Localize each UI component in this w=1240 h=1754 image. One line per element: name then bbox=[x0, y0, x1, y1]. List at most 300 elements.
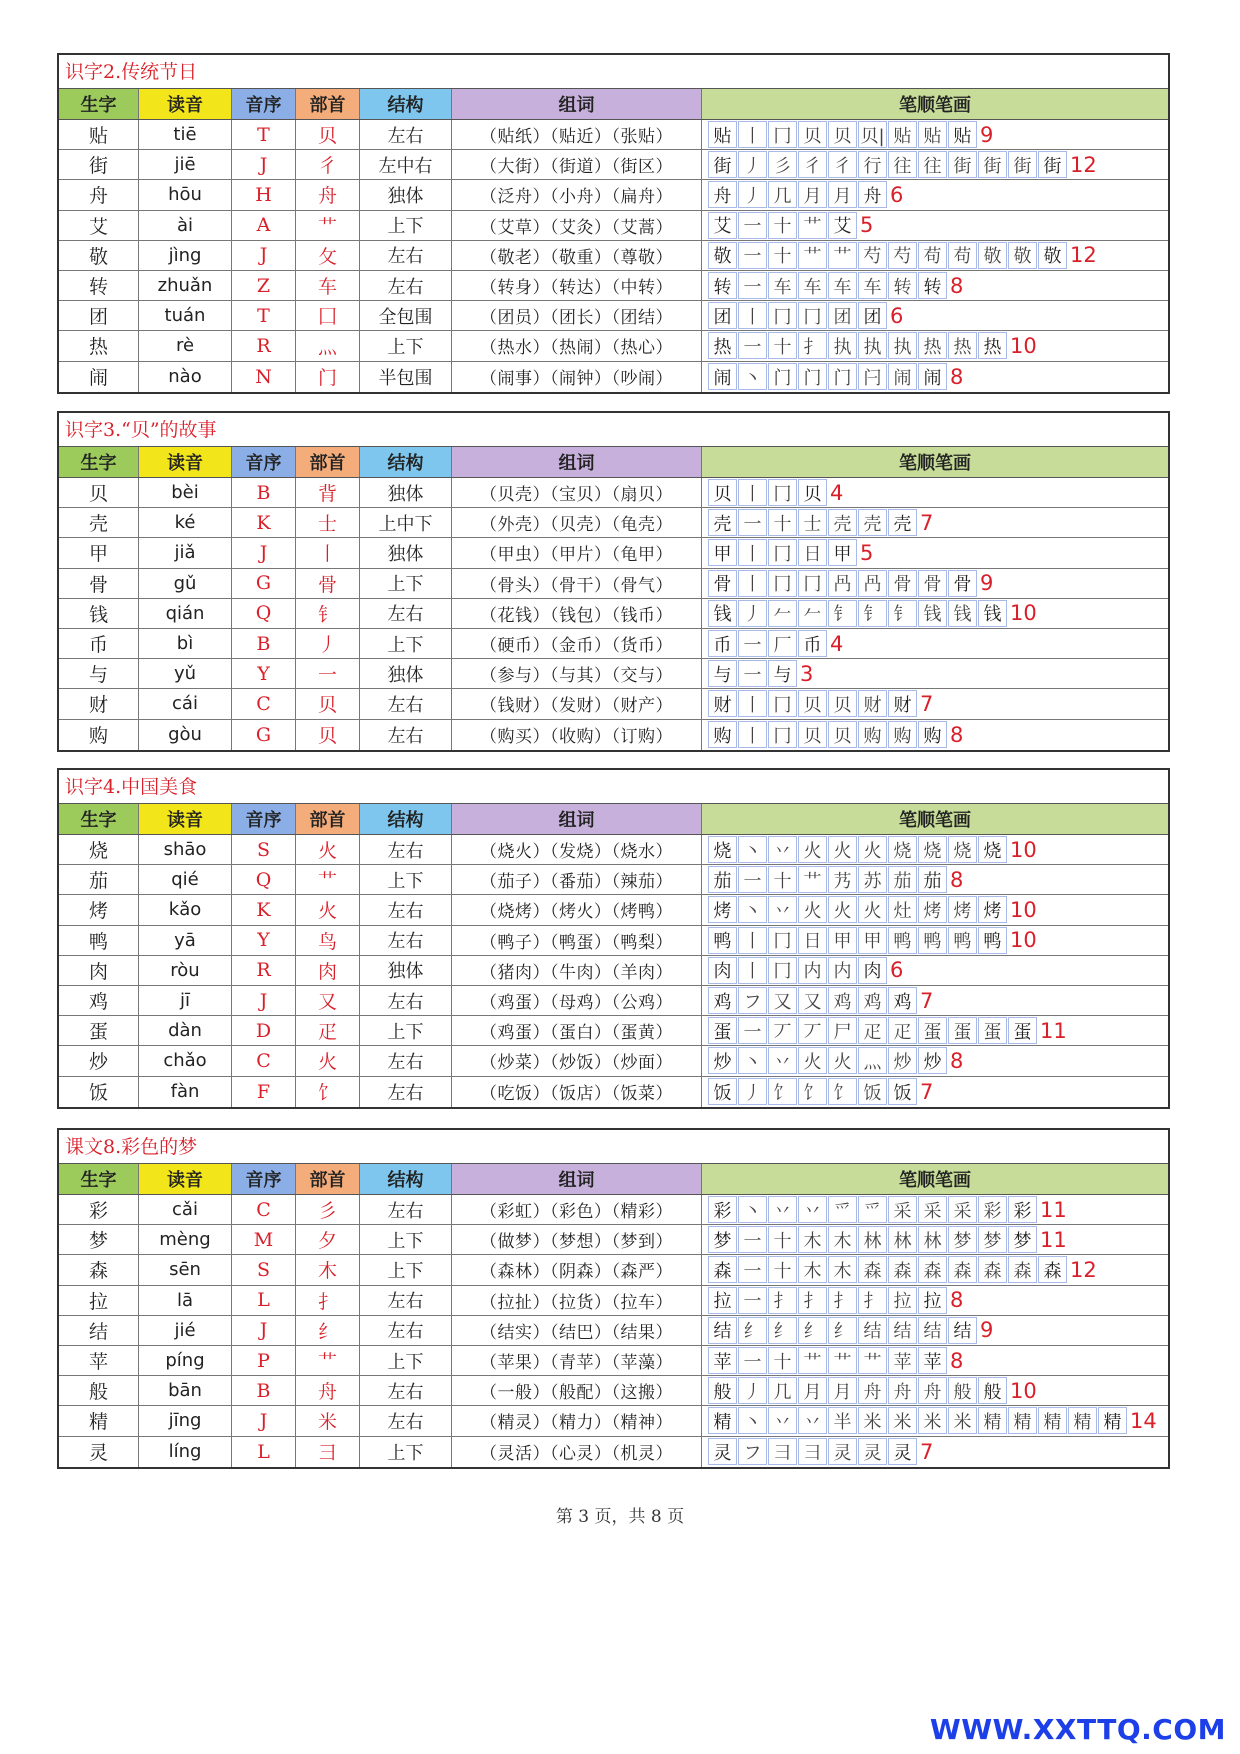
stroke-box: 一 bbox=[738, 1347, 767, 1374]
section-title: 识字3.“贝”的故事 bbox=[59, 413, 1168, 447]
stroke-box: 丨 bbox=[738, 957, 767, 984]
stroke-box: 冎 bbox=[858, 570, 887, 597]
stroke-count: 8 bbox=[950, 722, 964, 747]
table-row bbox=[59, 1406, 1168, 1436]
words-cell: （一般）（般配）（这搬） bbox=[452, 1376, 702, 1405]
stroke-box: 烧 bbox=[978, 836, 1007, 863]
table-row bbox=[59, 271, 1168, 301]
stroke-box: 月 bbox=[828, 1377, 857, 1404]
stroke-box: 丨 bbox=[738, 539, 767, 566]
section-title: 课文8.彩色的梦 bbox=[59, 1130, 1168, 1164]
order-cell: Q bbox=[232, 865, 296, 894]
stroke-box: 一 bbox=[738, 212, 767, 239]
pinyin-cell: jié bbox=[139, 1316, 232, 1345]
header-cell: 部首 bbox=[296, 89, 360, 119]
order-cell: T bbox=[232, 301, 296, 330]
stroke-box: 烧 bbox=[708, 836, 737, 863]
stroke-order-cell bbox=[702, 1346, 1168, 1375]
stroke-order-cell bbox=[702, 1016, 1168, 1045]
stroke-box: 丿 bbox=[738, 1377, 767, 1404]
radical-cell: 艹 bbox=[296, 865, 360, 894]
stroke-box: 炒 bbox=[918, 1047, 947, 1074]
stroke-count: 7 bbox=[920, 988, 934, 1013]
radical-cell: 纟 bbox=[296, 1316, 360, 1345]
table-row bbox=[59, 599, 1168, 629]
order-cell: R bbox=[232, 956, 296, 985]
structure-cell: 全包围 bbox=[360, 301, 452, 330]
stroke-order-cell bbox=[702, 599, 1168, 628]
stroke-box: 烧 bbox=[918, 836, 947, 863]
table-row bbox=[59, 1195, 1168, 1225]
stroke-box: 烤 bbox=[918, 896, 947, 923]
stroke-box: 精 bbox=[1008, 1407, 1037, 1434]
stroke-order-cell bbox=[702, 241, 1168, 270]
char-cell: 财 bbox=[59, 689, 139, 718]
stroke-box: 丷 bbox=[768, 1047, 797, 1074]
words-cell: （精灵）（精力）（精神） bbox=[452, 1406, 702, 1435]
structure-cell: 左右 bbox=[360, 241, 452, 270]
stroke-order-cell bbox=[702, 271, 1168, 300]
structure-cell: 独体 bbox=[360, 478, 452, 507]
words-cell: （骨头）（骨干）（骨气） bbox=[452, 569, 702, 598]
stroke-box: 月 bbox=[798, 181, 827, 208]
stroke-order-cell bbox=[702, 720, 1168, 750]
stroke-box: 丨 bbox=[738, 479, 767, 506]
table-row bbox=[59, 1225, 1168, 1255]
stroke-box: 骨 bbox=[918, 570, 947, 597]
header-cell: 部首 bbox=[296, 447, 360, 477]
stroke-order-cell bbox=[702, 1437, 1168, 1467]
pinyin-cell: yǔ bbox=[139, 659, 232, 688]
words-cell: （彩虹）（彩色）（精彩） bbox=[452, 1195, 702, 1224]
stroke-box: 热 bbox=[918, 332, 947, 359]
stroke-box: 彳 bbox=[828, 151, 857, 178]
stroke-box: 鸭 bbox=[948, 927, 977, 954]
char-cell: 苹 bbox=[59, 1346, 139, 1375]
structure-cell: 上下 bbox=[360, 865, 452, 894]
stroke-box: 骨 bbox=[948, 570, 977, 597]
stroke-box: 闹 bbox=[918, 363, 947, 390]
stroke-box: 冂 bbox=[798, 302, 827, 329]
char-cell: 热 bbox=[59, 331, 139, 360]
header-cell: 笔顺笔画 bbox=[702, 804, 1168, 834]
stroke-order-cell bbox=[702, 986, 1168, 1015]
stroke-box: 鸭 bbox=[708, 927, 737, 954]
stroke-count: 14 bbox=[1130, 1408, 1157, 1433]
stroke-box: 饭 bbox=[888, 1078, 917, 1105]
page-footer: 第 3 页，共 8 页 bbox=[555, 1507, 685, 1527]
header-cell: 音序 bbox=[232, 804, 296, 834]
order-cell: C bbox=[232, 689, 296, 718]
stroke-box: 半 bbox=[828, 1407, 857, 1434]
char-cell: 敬 bbox=[59, 241, 139, 270]
words-cell: （炒菜）（炒饭）（炒面） bbox=[452, 1046, 702, 1075]
stroke-box: 壳 bbox=[708, 509, 737, 536]
header-cell: 生字 bbox=[59, 89, 139, 119]
stroke-box: 丿 bbox=[738, 600, 767, 627]
order-cell: J bbox=[232, 1316, 296, 1345]
stroke-box: フ bbox=[738, 987, 767, 1014]
char-cell: 鸡 bbox=[59, 986, 139, 1015]
order-cell: A bbox=[232, 211, 296, 240]
pinyin-cell: hōu bbox=[139, 180, 232, 209]
table-row bbox=[59, 150, 1168, 180]
stroke-order-cell bbox=[702, 1406, 1168, 1435]
stroke-box: 车 bbox=[828, 272, 857, 299]
stroke-box: 梦 bbox=[978, 1226, 1007, 1253]
stroke-box: 梦 bbox=[948, 1226, 977, 1253]
stroke-count: 6 bbox=[890, 958, 904, 983]
structure-cell: 上下 bbox=[360, 1437, 452, 1467]
stroke-count: 10 bbox=[1010, 601, 1037, 626]
stroke-count: 8 bbox=[950, 1048, 964, 1073]
stroke-box: 转 bbox=[918, 272, 947, 299]
table-row bbox=[59, 301, 1168, 331]
stroke-box: 士 bbox=[798, 509, 827, 536]
radical-cell: 舟 bbox=[296, 1376, 360, 1405]
stroke-box: 贝 bbox=[798, 690, 827, 717]
order-cell: M bbox=[232, 1225, 296, 1254]
stroke-box: 钅 bbox=[888, 600, 917, 627]
order-cell: Z bbox=[232, 271, 296, 300]
stroke-box: 团 bbox=[708, 302, 737, 329]
header-cell: 结构 bbox=[360, 447, 452, 477]
stroke-box: 贝 bbox=[798, 721, 827, 748]
stroke-box: 一 bbox=[738, 660, 767, 687]
stroke-count: 8 bbox=[950, 1288, 964, 1313]
stroke-box: 一 bbox=[738, 630, 767, 657]
table-row bbox=[59, 241, 1168, 271]
stroke-box: 丨 bbox=[738, 721, 767, 748]
stroke-count: 12 bbox=[1070, 1257, 1097, 1282]
stroke-box: 饣 bbox=[768, 1078, 797, 1105]
pinyin-cell: gòu bbox=[139, 720, 232, 750]
pinyin-cell: nào bbox=[139, 362, 232, 392]
stroke-box: 一 bbox=[738, 1256, 767, 1283]
stroke-order-cell bbox=[702, 865, 1168, 894]
structure-cell: 左右 bbox=[360, 986, 452, 1015]
words-cell: （拉扯）（拉货）（拉车） bbox=[452, 1286, 702, 1315]
pinyin-cell: jī bbox=[139, 986, 232, 1015]
stroke-box: 灶 bbox=[888, 896, 917, 923]
stroke-box: 街 bbox=[978, 151, 1007, 178]
stroke-box: 拉 bbox=[918, 1287, 947, 1314]
radical-cell: 木 bbox=[296, 1255, 360, 1284]
words-cell: （灵活）（心灵）（机灵） bbox=[452, 1437, 702, 1467]
stroke-box: 丷 bbox=[798, 1196, 827, 1223]
stroke-box: 财 bbox=[888, 690, 917, 717]
stroke-box: 烧 bbox=[948, 836, 977, 863]
stroke-box: 丶 bbox=[738, 363, 767, 390]
stroke-box: 鸭 bbox=[888, 927, 917, 954]
radical-cell: 囗 bbox=[296, 301, 360, 330]
order-cell: R bbox=[232, 331, 296, 360]
section-table bbox=[57, 1128, 1170, 1469]
order-cell: B bbox=[232, 1376, 296, 1405]
words-cell: （外壳）（贝壳）（龟壳） bbox=[452, 508, 702, 537]
stroke-box: 森 bbox=[948, 1256, 977, 1283]
stroke-box: 火 bbox=[798, 1047, 827, 1074]
stroke-count: 7 bbox=[920, 1439, 934, 1464]
radical-cell: 肉 bbox=[296, 956, 360, 985]
pinyin-cell: tiē bbox=[139, 120, 232, 149]
structure-cell: 左右 bbox=[360, 720, 452, 750]
stroke-box: 疋 bbox=[888, 1017, 917, 1044]
stroke-box: 丆 bbox=[768, 1017, 797, 1044]
stroke-box: 扌 bbox=[828, 1287, 857, 1314]
pinyin-cell: píng bbox=[139, 1346, 232, 1375]
stroke-box: 般 bbox=[708, 1377, 737, 1404]
order-cell: B bbox=[232, 629, 296, 658]
pinyin-cell: qié bbox=[139, 865, 232, 894]
stroke-count: 8 bbox=[950, 364, 964, 389]
order-cell: L bbox=[232, 1286, 296, 1315]
table-row bbox=[59, 1077, 1168, 1107]
pinyin-cell: ròu bbox=[139, 956, 232, 985]
radical-cell: 火 bbox=[296, 1046, 360, 1075]
char-cell: 贴 bbox=[59, 120, 139, 149]
stroke-box: 拉 bbox=[888, 1287, 917, 1314]
stroke-box: 鸡 bbox=[888, 987, 917, 1014]
stroke-order-cell bbox=[702, 629, 1168, 658]
stroke-box: 与 bbox=[708, 660, 737, 687]
stroke-box: 林 bbox=[888, 1226, 917, 1253]
stroke-box: 贴 bbox=[708, 121, 737, 148]
stroke-box: 一 bbox=[738, 242, 767, 269]
stroke-box: フ bbox=[738, 1438, 767, 1465]
stroke-box: 茄 bbox=[708, 866, 737, 893]
stroke-count: 9 bbox=[980, 571, 994, 596]
stroke-order-cell bbox=[702, 956, 1168, 985]
table-row bbox=[59, 986, 1168, 1016]
stroke-box: 几 bbox=[768, 181, 797, 208]
table-row bbox=[59, 1255, 1168, 1285]
char-cell: 肉 bbox=[59, 956, 139, 985]
stroke-box: 林 bbox=[918, 1226, 947, 1253]
char-cell: 与 bbox=[59, 659, 139, 688]
stroke-box: 木 bbox=[828, 1256, 857, 1283]
stroke-box: 贝 bbox=[828, 690, 857, 717]
stroke-box: 骨 bbox=[708, 570, 737, 597]
radical-cell: 彐 bbox=[296, 1437, 360, 1467]
pinyin-cell: ké bbox=[139, 508, 232, 537]
pinyin-cell: gǔ bbox=[139, 569, 232, 598]
stroke-box: 厂 bbox=[768, 630, 797, 657]
structure-cell: 左右 bbox=[360, 120, 452, 149]
table-header bbox=[59, 89, 1168, 120]
stroke-order-cell bbox=[702, 1316, 1168, 1345]
table-row bbox=[59, 1016, 1168, 1046]
stroke-box: 购 bbox=[858, 721, 887, 748]
structure-cell: 上下 bbox=[360, 211, 452, 240]
stroke-box: 米 bbox=[918, 1407, 947, 1434]
stroke-box: 艿 bbox=[828, 866, 857, 893]
header-cell: 读音 bbox=[139, 804, 232, 834]
radical-cell: 车 bbox=[296, 271, 360, 300]
stroke-box: 贝 bbox=[828, 121, 857, 148]
stroke-box: 森 bbox=[978, 1256, 1007, 1283]
stroke-order-cell bbox=[702, 689, 1168, 718]
radical-cell: 疋 bbox=[296, 1016, 360, 1045]
stroke-box: 灵 bbox=[828, 1438, 857, 1465]
table-row bbox=[59, 362, 1168, 392]
stroke-box: 冂 bbox=[768, 121, 797, 148]
stroke-box: 闹 bbox=[888, 363, 917, 390]
order-cell: Q bbox=[232, 599, 296, 628]
stroke-box: 敬 bbox=[978, 242, 1007, 269]
stroke-box: 十 bbox=[768, 1226, 797, 1253]
table-row bbox=[59, 180, 1168, 210]
stroke-box: 火 bbox=[798, 836, 827, 863]
stroke-box: 车 bbox=[798, 272, 827, 299]
pinyin-cell: dàn bbox=[139, 1016, 232, 1045]
char-cell: 梦 bbox=[59, 1225, 139, 1254]
pinyin-cell: jiē bbox=[139, 150, 232, 179]
char-cell: 闹 bbox=[59, 362, 139, 392]
order-cell: H bbox=[232, 180, 296, 209]
structure-cell: 独体 bbox=[360, 180, 452, 209]
watermark: WWW.XXTTQ.COM bbox=[929, 1713, 1226, 1746]
table-row bbox=[59, 478, 1168, 508]
order-cell: C bbox=[232, 1195, 296, 1224]
stroke-count: 4 bbox=[830, 480, 844, 505]
stroke-box: 木 bbox=[828, 1226, 857, 1253]
stroke-order-cell bbox=[702, 150, 1168, 179]
stroke-box: 丆 bbox=[798, 1017, 827, 1044]
pinyin-cell: bān bbox=[139, 1376, 232, 1405]
radical-cell: 攵 bbox=[296, 241, 360, 270]
stroke-box: 一 bbox=[738, 1287, 767, 1314]
table-header bbox=[59, 1164, 1168, 1195]
stroke-box: 灵 bbox=[708, 1438, 737, 1465]
structure-cell: 左右 bbox=[360, 835, 452, 864]
stroke-box: 烤 bbox=[708, 896, 737, 923]
stroke-order-cell bbox=[702, 659, 1168, 688]
stroke-box: 冂 bbox=[768, 721, 797, 748]
stroke-box: 闹 bbox=[708, 363, 737, 390]
stroke-box: 丶 bbox=[738, 1196, 767, 1223]
pinyin-cell: lā bbox=[139, 1286, 232, 1315]
pinyin-cell: cái bbox=[139, 689, 232, 718]
order-cell: Y bbox=[232, 659, 296, 688]
structure-cell: 左右 bbox=[360, 599, 452, 628]
table-row bbox=[59, 956, 1168, 986]
stroke-box: 木 bbox=[798, 1256, 827, 1283]
stroke-box: 执 bbox=[828, 332, 857, 359]
header-cell: 音序 bbox=[232, 89, 296, 119]
stroke-box: 饭 bbox=[858, 1078, 887, 1105]
stroke-box: 财 bbox=[858, 690, 887, 717]
radical-cell: 艹 bbox=[296, 1346, 360, 1375]
structure-cell: 独体 bbox=[360, 956, 452, 985]
pinyin-cell: zhuǎn bbox=[139, 271, 232, 300]
words-cell: （购买）（收购）（订购） bbox=[452, 720, 702, 750]
radical-cell: 丿 bbox=[296, 629, 360, 658]
stroke-order-cell bbox=[702, 180, 1168, 209]
table-row bbox=[59, 926, 1168, 956]
stroke-box: 冂 bbox=[768, 690, 797, 717]
order-cell: J bbox=[232, 150, 296, 179]
stroke-box: 丷 bbox=[798, 1407, 827, 1434]
stroke-box: 爫 bbox=[828, 1196, 857, 1223]
structure-cell: 上下 bbox=[360, 1255, 452, 1284]
stroke-box: 十 bbox=[768, 212, 797, 239]
structure-cell: 独体 bbox=[360, 659, 452, 688]
stroke-order-cell bbox=[702, 1286, 1168, 1315]
stroke-box: 舟 bbox=[918, 1377, 947, 1404]
stroke-box: 车 bbox=[768, 272, 797, 299]
stroke-box: 精 bbox=[1098, 1407, 1127, 1434]
stroke-box: 彡 bbox=[768, 151, 797, 178]
pinyin-cell: jiǎ bbox=[139, 538, 232, 567]
structure-cell: 左右 bbox=[360, 1046, 452, 1075]
table-row bbox=[59, 720, 1168, 750]
stroke-box: 十 bbox=[768, 1347, 797, 1374]
words-cell: （贝壳）（宝贝）（扇贝） bbox=[452, 478, 702, 507]
char-cell: 彩 bbox=[59, 1195, 139, 1224]
pinyin-cell: fàn bbox=[139, 1077, 232, 1107]
stroke-box: 一 bbox=[738, 272, 767, 299]
stroke-box: 丨 bbox=[738, 121, 767, 148]
table-row bbox=[59, 1437, 1168, 1467]
stroke-count: 3 bbox=[800, 661, 814, 686]
stroke-box: 丶 bbox=[738, 896, 767, 923]
stroke-box: 林 bbox=[858, 1226, 887, 1253]
stroke-box: 精 bbox=[978, 1407, 1007, 1434]
stroke-box: 闩 bbox=[858, 363, 887, 390]
table-row bbox=[59, 508, 1168, 538]
words-cell: （茄子）（番茄）（辣茄） bbox=[452, 865, 702, 894]
stroke-order-cell bbox=[702, 1255, 1168, 1284]
stroke-box: 苟 bbox=[948, 242, 977, 269]
stroke-count: 12 bbox=[1070, 152, 1097, 177]
char-cell: 结 bbox=[59, 1316, 139, 1345]
section-table bbox=[57, 768, 1170, 1109]
stroke-box: 舟 bbox=[888, 1377, 917, 1404]
stroke-order-cell bbox=[702, 926, 1168, 955]
structure-cell: 左右 bbox=[360, 895, 452, 924]
stroke-box: 钱 bbox=[948, 600, 977, 627]
stroke-box: 灵 bbox=[888, 1438, 917, 1465]
radical-cell: 门 bbox=[296, 362, 360, 392]
header-cell: 读音 bbox=[139, 1164, 232, 1194]
stroke-box: 森 bbox=[858, 1256, 887, 1283]
radical-cell: 士 bbox=[296, 508, 360, 537]
stroke-box: 梦 bbox=[708, 1226, 737, 1253]
radical-cell: 饣 bbox=[296, 1077, 360, 1107]
char-cell: 转 bbox=[59, 271, 139, 300]
stroke-box: 丿 bbox=[738, 1078, 767, 1105]
stroke-box: 贝 bbox=[708, 479, 737, 506]
stroke-count: 5 bbox=[860, 213, 874, 238]
section-table bbox=[57, 53, 1170, 394]
char-cell: 烤 bbox=[59, 895, 139, 924]
stroke-box: 彐 bbox=[768, 1438, 797, 1465]
stroke-box: 鸡 bbox=[858, 987, 887, 1014]
stroke-box: 般 bbox=[978, 1377, 1007, 1404]
stroke-box: 又 bbox=[798, 987, 827, 1014]
header-cell: 生字 bbox=[59, 447, 139, 477]
section-title: 识字4.中国美食 bbox=[59, 770, 1168, 804]
words-cell: （猪肉）（牛肉）（羊肉） bbox=[452, 956, 702, 985]
stroke-box: 丷 bbox=[768, 836, 797, 863]
stroke-box: 饣 bbox=[798, 1078, 827, 1105]
stroke-count: 10 bbox=[1010, 897, 1037, 922]
stroke-box: 蛋 bbox=[708, 1017, 737, 1044]
radical-cell: 彳 bbox=[296, 150, 360, 179]
section-title: 识字2.传统节日 bbox=[59, 55, 1168, 89]
stroke-box: 艹 bbox=[858, 1347, 887, 1374]
